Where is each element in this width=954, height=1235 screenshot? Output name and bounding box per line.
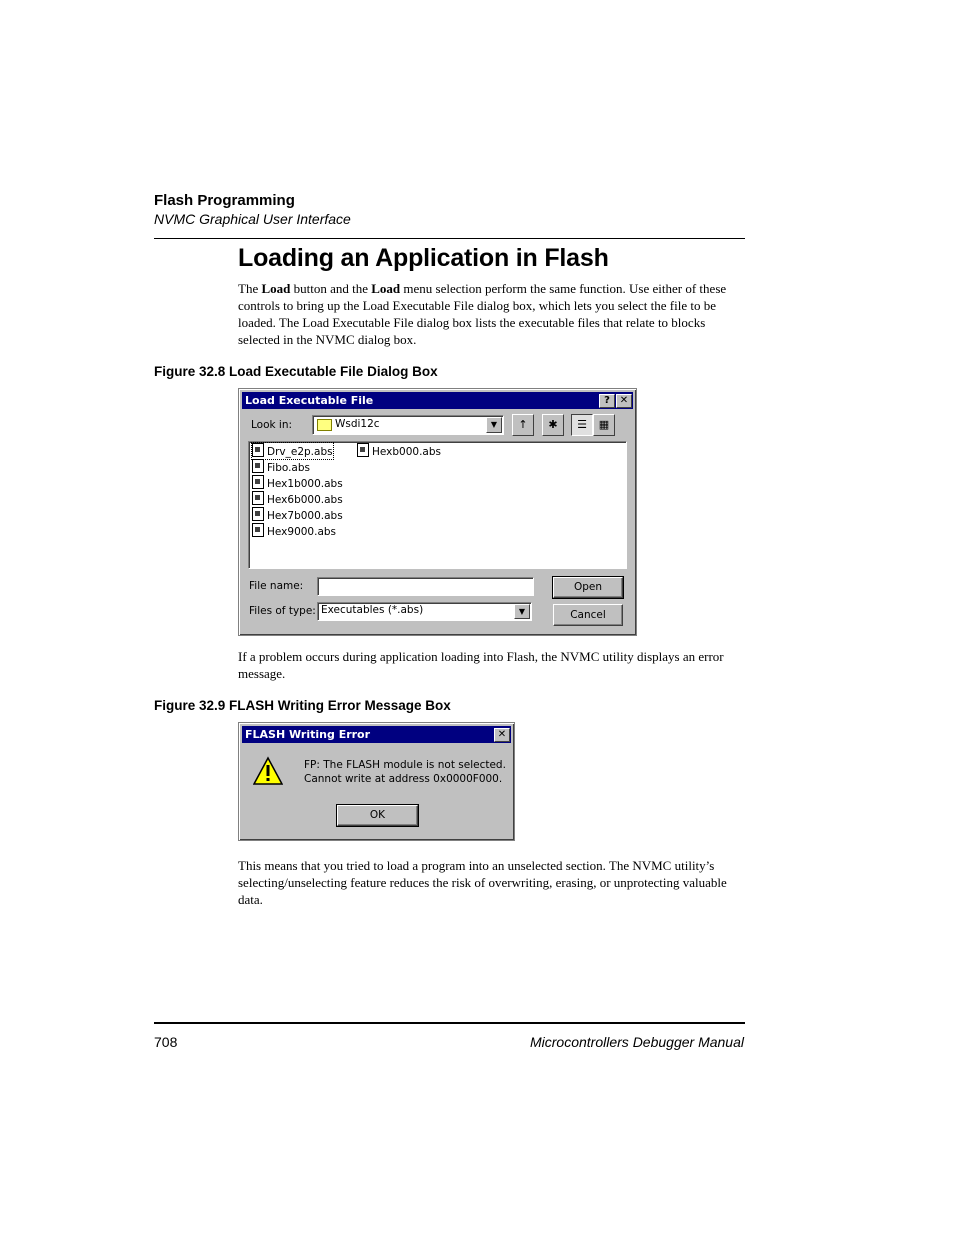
section-title: Flash Programming — [154, 192, 295, 209]
close-icon[interactable]: ✕ — [616, 394, 632, 408]
error-intro-paragraph: If a problem occurs during application loading into Flash, the NVMC utility displays an error message. — [238, 649, 724, 681]
look-in-combo[interactable] — [312, 415, 504, 435]
figure-caption-32-8: Figure 32.8 Load Executable File Dialog Box — [154, 364, 438, 379]
header-rule — [154, 238, 745, 239]
up-folder-icon[interactable]: ↑ — [512, 414, 534, 436]
file-list[interactable] — [248, 441, 627, 569]
list-item[interactable]: Hex6b000.abs — [252, 491, 343, 507]
file-icon — [357, 443, 369, 457]
dialog-titlebar — [242, 726, 511, 743]
list-item[interactable]: Hex9000.abs — [252, 523, 336, 539]
file-name-input[interactable] — [317, 577, 534, 596]
page-number: 708 — [154, 1034, 178, 1050]
open-button[interactable]: Open — [553, 577, 623, 598]
list-view-icon[interactable]: ☰ — [571, 414, 593, 436]
new-folder-icon[interactable]: ✱ — [542, 414, 564, 436]
intro-paragraph: The Load button and the Load menu selection perform the same function. Use either of these controls to bring up the Load Executable File dialog box, which lets you select the file to be loaded. The Load Executable File dialog box lists the executable files that relate to blocks selected in the NVMC dialog box. — [238, 281, 727, 347]
explanation-paragraph: This means that you tried to load a program into an unselected section. The NVMC utility’s selecting/unselecting feature reduces the risk of overwriting, erasing, or unprotecting valuable data. — [238, 858, 727, 907]
section-subtitle: NVMC Graphical User Interface — [154, 211, 351, 227]
list-item[interactable]: Fibo.abs — [252, 459, 310, 475]
flash-writing-error-dialog — [238, 722, 515, 841]
warning-icon — [253, 756, 283, 786]
file-name-label: File name: — [249, 580, 304, 592]
details-view-icon[interactable]: ▦ — [593, 414, 615, 436]
file-icon — [252, 491, 264, 505]
file-icon — [252, 475, 264, 489]
file-icon — [252, 507, 264, 521]
error-message-line1: FP: The FLASH module is not selected. — [304, 759, 506, 771]
look-in-value: Wsdi12c — [335, 418, 380, 430]
close-icon[interactable]: ✕ — [494, 728, 510, 742]
page-heading: Loading an Application in Flash — [238, 244, 609, 272]
file-icon — [252, 459, 264, 473]
manual-title: Microcontrollers Debugger Manual — [530, 1034, 744, 1050]
look-in-label: Look in: — [251, 419, 293, 431]
footer-rule — [154, 1022, 745, 1024]
dialog-title: Load Executable File — [245, 394, 374, 407]
files-of-type-value: Executables (*.abs) — [321, 604, 424, 616]
dialog-title: FLASH Writing Error — [245, 728, 371, 741]
ok-button[interactable]: OK — [337, 805, 418, 826]
files-of-type-combo[interactable] — [317, 602, 532, 621]
chevron-down-icon[interactable]: ▼ — [514, 604, 530, 619]
list-item[interactable]: Hex1b000.abs — [252, 475, 343, 491]
help-icon[interactable]: ? — [599, 394, 615, 408]
file-icon — [252, 523, 264, 537]
dialog-titlebar — [242, 392, 633, 409]
figure-caption-32-9: Figure 32.9 FLASH Writing Error Message Box — [154, 698, 451, 713]
file-icon — [252, 443, 264, 457]
folder-icon — [317, 419, 332, 431]
cancel-button[interactable]: Cancel — [553, 604, 623, 626]
files-of-type-label: Files of type: — [249, 605, 316, 617]
chevron-down-icon[interactable]: ▼ — [486, 417, 502, 433]
load-executable-file-dialog — [238, 388, 637, 636]
error-message-line2: Cannot write at address 0x0000F000. — [304, 773, 503, 785]
list-item[interactable]: Drv_e2p.abs — [252, 443, 333, 459]
list-item[interactable]: Hex7b000.abs — [252, 507, 343, 523]
list-item[interactable]: Hexb000.abs — [357, 443, 441, 459]
